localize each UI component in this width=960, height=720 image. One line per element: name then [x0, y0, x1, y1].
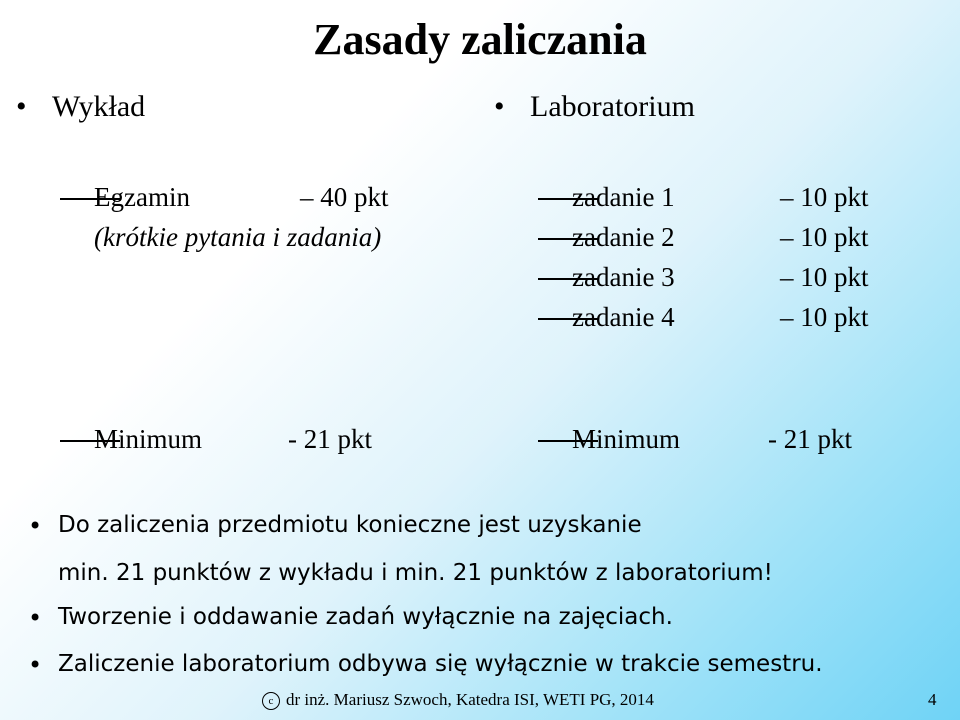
lecture-minimum-label: Minimum [94, 424, 203, 454]
slide-title: Zasady zaliczania [313, 15, 647, 64]
task-label: zadanie 2 [572, 222, 675, 252]
lab-heading: • Laboratorium [530, 90, 695, 124]
task-points: – 10 pkt [780, 182, 869, 212]
rule-1-line-2: min. 21 punktów z wykładu i min. 21 punktów z laboratorium! [58, 560, 773, 586]
lecture-minimum-points: - 21 pkt [288, 424, 372, 454]
task-label: zadanie 1 [572, 182, 675, 212]
rule-3: • Zaliczenie laboratorium odbywa się wyłącznie w trakcie semestru. [58, 651, 823, 677]
exam-points: – 40 pkt [300, 182, 389, 212]
page-number: 4 [928, 690, 937, 709]
lab-minimum-label: Minimum [572, 424, 681, 454]
task-label: zadanie 4 [572, 302, 675, 332]
exam-label: Egzamin [94, 182, 190, 212]
task-points: – 10 pkt [780, 262, 869, 292]
footer-credit [262, 690, 654, 710]
rule-1-line-1: • Do zaliczenia przedmiotu konieczne jest uzyskanie [58, 512, 642, 538]
copyright-icon: c [262, 692, 280, 710]
exam-note: (krótkie pytania i zadania) [94, 222, 382, 252]
lab-minimum-points: - 21 pkt [768, 424, 852, 454]
task-points: – 10 pkt [780, 302, 869, 332]
task-points: – 10 pkt [780, 222, 869, 252]
footer-author: dr inż. Mariusz Szwoch, Katedra ISI, WETI PG, 2014 [286, 690, 654, 709]
lecture-heading: • Wykład [52, 90, 145, 124]
task-label: zadanie 3 [572, 262, 675, 292]
rule-2: • Tworzenie i oddawanie zadań wyłącznie na zajęciach. [58, 604, 673, 630]
